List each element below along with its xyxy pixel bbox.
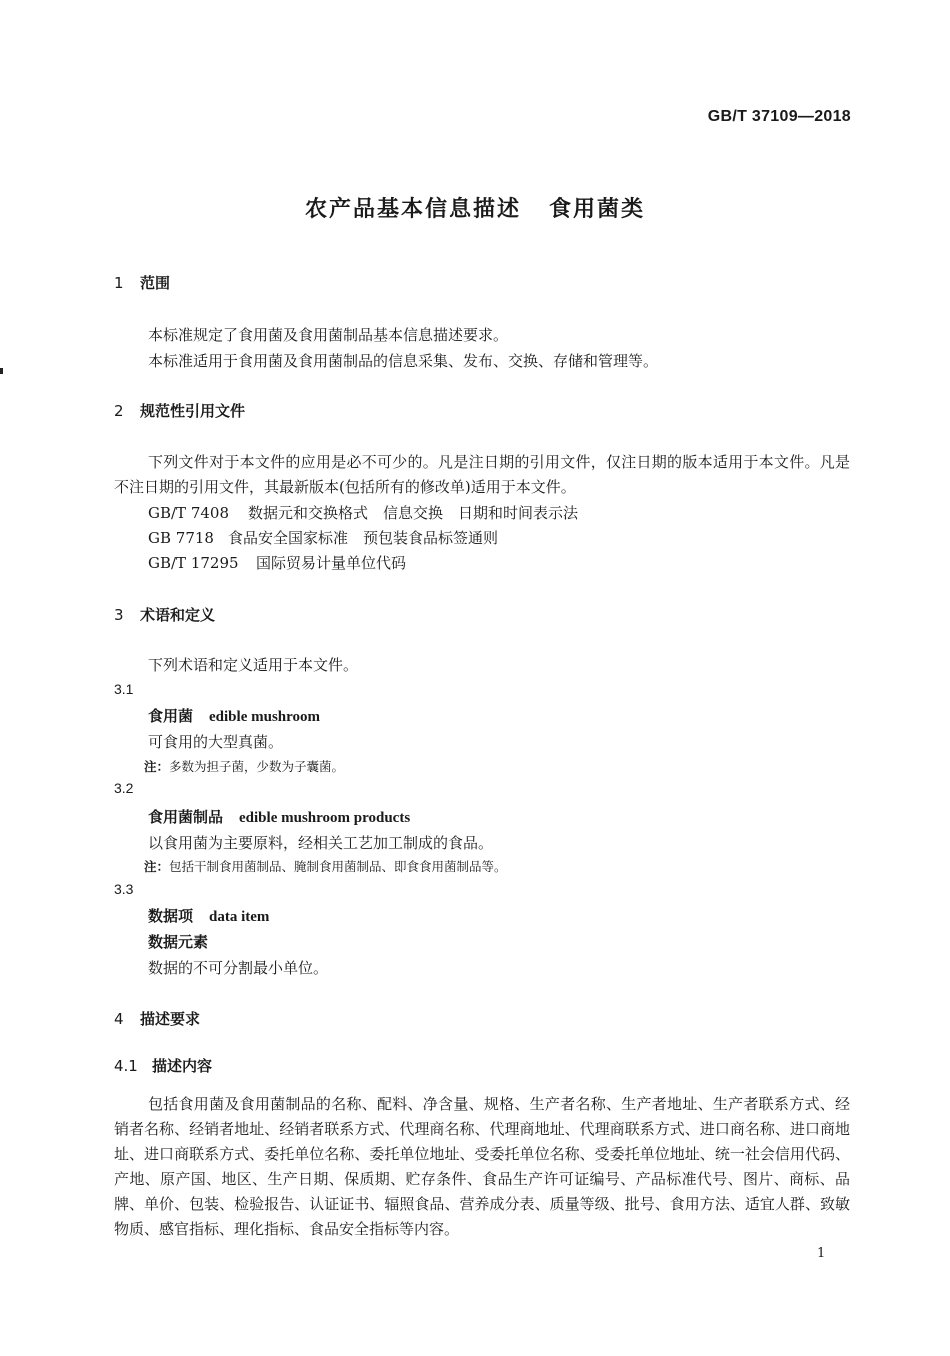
title-part2: 食用菌类: [549, 197, 646, 222]
scan-edge-mark: [0, 368, 3, 374]
normative-references-intro: 下列文件对于本文件的应用是必不可少的。凡是注日期的引用文件，仅注日期的版本适用于本文件。凡是不注日期的引用文件，其最新版本(包括所有的修改单)适用于本文件。: [114, 453, 850, 496]
section-1-heading: 1 范围: [114, 274, 171, 292]
section-2-heading: 2 规范性引用文件: [114, 402, 246, 420]
term-note: 注：多数为担子菌，少数为子囊菌。: [144, 759, 345, 774]
document-title: [0, 192, 950, 223]
page-number: 1: [817, 1246, 826, 1261]
description-content-paragraph: 包括食用菌及食用菌制品的名称、配料、净含量、规格、生产者名称、生产者地址、生产者联系方式、经销者名称、经销者地址、经销者联系方式、代理商名称、代理商地址、代理商联系方式、进口商名称、进口商地址、进口商联系方式、委托单位名称、委托单位地址、受委托单位名称、受委托单位地址、统一社会信用代码、产地、原产国、地区、生产日期、保质期、贮存条件、食品生产许可证编号、产品标准代号、图片、商标、品牌、单价、包装、检验报告、认证证书、辐照食品、营养成分表、质量等级、批号、食用方法、适宜人群、致敏物质、感官指标、理化指标、食品安全指标等内容。: [114, 1095, 850, 1238]
term-definition: 可食用的大型真菌。: [148, 733, 284, 751]
clause-number: 3.2: [114, 780, 134, 796]
standard-code: GB/T 37109—2018: [707, 108, 851, 125]
clause-number: 3.1: [114, 681, 134, 697]
term-heading: 数据项 data item: [148, 907, 270, 925]
scope-paragraph-2: 本标准适用于食用菌及食用菌制品的信息采集、发布、交换、存储和管理等。: [148, 352, 659, 370]
title-part1: 农产品基本信息描述: [304, 197, 521, 222]
term-alternative: 数据元素: [148, 933, 209, 951]
section-4-heading: 4 描述要求: [114, 1010, 201, 1028]
terms-intro: 下列术语和定义适用于本文件。: [148, 656, 359, 674]
reference-item: GB 7718 食品安全国家标准 预包装食品标签通则: [148, 529, 499, 547]
section-3-heading: 3 术语和定义: [114, 606, 216, 624]
reference-item: GB/T 7408 数据元和交换格式 信息交换 日期和时间表示法: [148, 504, 579, 522]
reference-item: GB/T 17295 国际贸易计量单位代码: [148, 554, 407, 572]
clause-number: 3.3: [114, 881, 134, 897]
subsection-4-1-heading: 4.1 描述内容: [114, 1057, 213, 1075]
term-definition: 以食用菌为主要原料，经相关工艺加工制成的食品。: [148, 834, 494, 852]
scope-paragraph-1: 本标准规定了食用菌及食用菌制品基本信息描述要求。: [148, 326, 509, 344]
term-heading: 食用菌制品 edible mushroom products: [148, 808, 411, 826]
term-note: 注：包括干制食用菌制品、腌制食用菌制品、即食食用菌制品等。: [144, 859, 507, 874]
term-heading: 食用菌 edible mushroom: [148, 707, 320, 725]
term-definition: 数据的不可分割最小单位。: [148, 959, 329, 977]
